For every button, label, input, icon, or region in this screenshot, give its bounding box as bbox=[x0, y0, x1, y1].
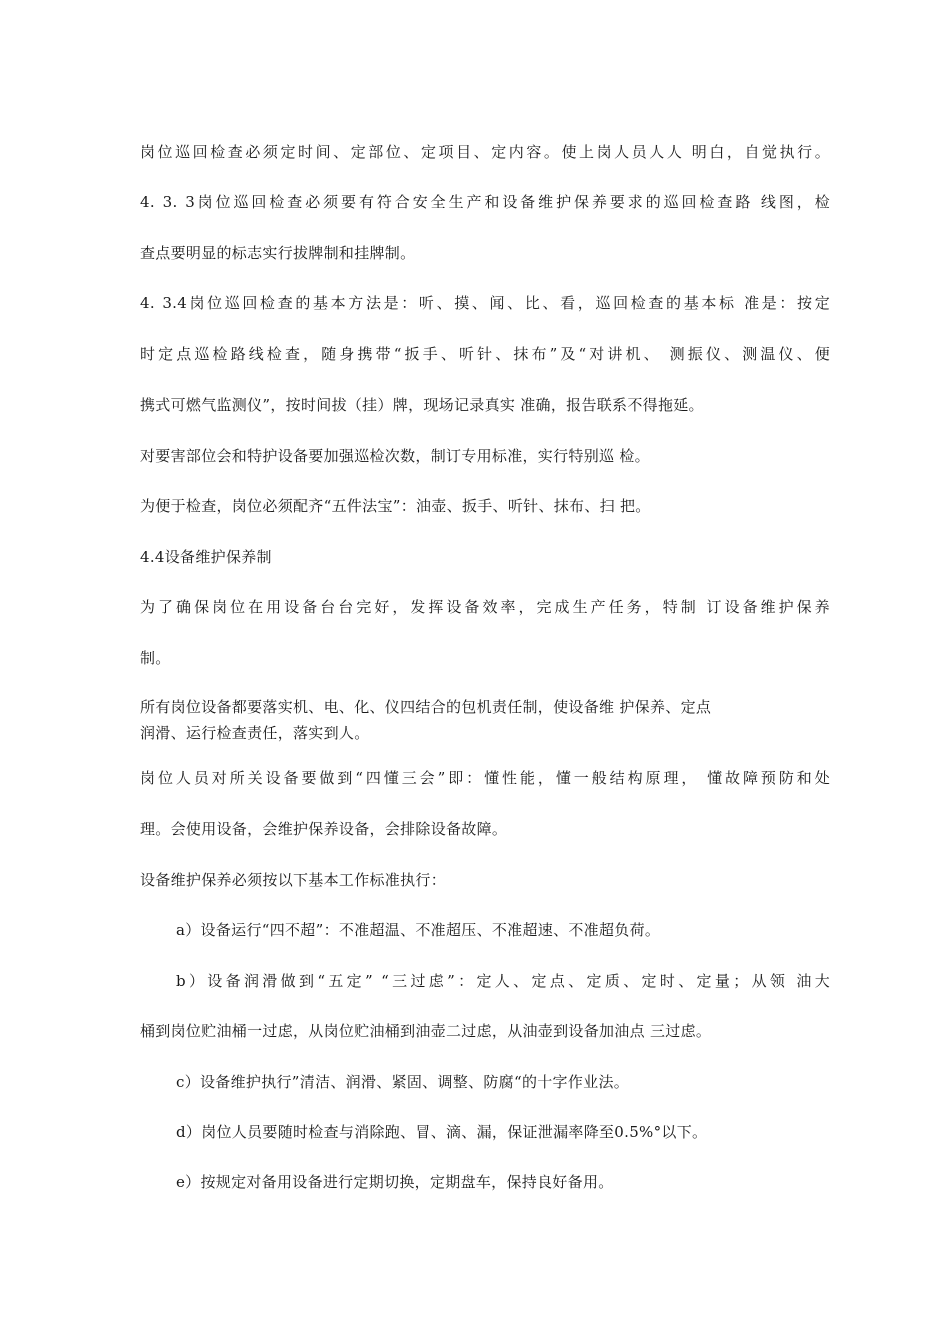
section-heading: 4.4设备维护保养制 bbox=[140, 548, 272, 566]
text-line-12: 所有岗位设备都要落实机、电、化、仪四结合的包机责任制，使设备维 护保养、定点 bbox=[140, 698, 712, 716]
text-line-14: 岗位人员对所关设备要做到“四懂三会”即：懂性能，懂一般结构原理， 懂故障预防和处 bbox=[140, 769, 830, 787]
list-item-b: b）设备润滑做到“五定” “三过虑”：定人、定点、定质、定时、定量；从领 油大 bbox=[176, 972, 830, 990]
text-line-11: 制。 bbox=[140, 649, 171, 667]
list-item-b-continued: 桶到岗位贮油桶一过虑，从岗位贮油桶到油壶二过虑，从油壶到设备加油点 三过虑。 bbox=[140, 1022, 712, 1040]
text-line-15: 理。会使用设备，会维护保养设备，会排除设备故障。 bbox=[140, 820, 508, 838]
text-line-16: 设备维护保养必须按以下基本工作标准执行： bbox=[140, 871, 447, 889]
list-item-e: e）按规定对备用设备进行定期切换，定期盘车，保持良好备用。 bbox=[176, 1173, 614, 1191]
text-line-5: 时定点巡检路线检查，随身携带“扳手、听针、抹布”及“对讲机、 测振仪、测温仪、便 bbox=[140, 345, 830, 363]
text-line-1: 岗位巡回检查必须定时间、定部位、定项目、定内容。使上岗人员人人 明白，自觉执行。 bbox=[140, 143, 830, 161]
text-line-13: 润滑、运行检查责任，落实到人。 bbox=[140, 724, 370, 742]
text-line-7: 对要害部位会和特护设备要加强巡检次数，制订专用标准，实行特别巡 检。 bbox=[140, 447, 650, 465]
text-line-3: 查点要明显的标志实行拔牌制和挂牌制。 bbox=[140, 244, 416, 262]
text-line-8: 为便于检查，岗位必须配齐“五件法宝”：油壶、扳手、听针、抹布、扫 把。 bbox=[140, 497, 651, 515]
text-line-6: 携式可燃气监测仪”，按时间拔（挂）牌，现场记录真实 准确，报告联系不得拖延。 bbox=[140, 396, 704, 414]
text-line-10: 为了确保岗位在用设备台台完好，发挥设备效率，完成生产任务，特制 订设备维护保养 bbox=[140, 598, 830, 616]
text-line-4: 4. 3.4岗位巡回检查的基本方法是：听、摸、闻、比、看，巡回检查的基本标 准是：按定 bbox=[140, 294, 830, 312]
list-item-a: a）设备运行“四不超”：不准超温、不准超压、不准超速、不准超负荷。 bbox=[176, 921, 661, 939]
list-item-c: c）设备维护执行”清洁、润滑、紧固、调整、防腐“的十字作业法。 bbox=[176, 1073, 630, 1091]
list-item-d: d）岗位人员要随时检查与消除跑、冒、滴、漏，保证泄漏率降至0.5%°以下。 bbox=[176, 1123, 708, 1141]
text-line-2: 4. 3. 3岗位巡回检查必须要有符合安全生产和设备维护保养要求的巡回检查路 线图，检 bbox=[140, 193, 830, 211]
